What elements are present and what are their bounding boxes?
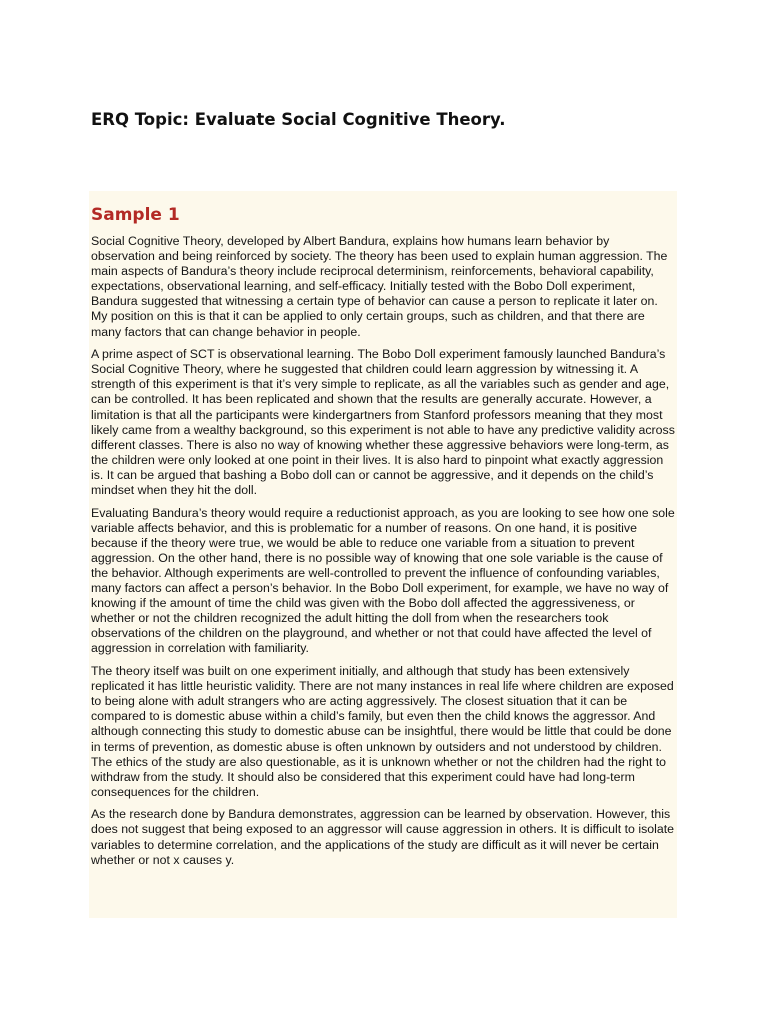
sample-box <box>89 191 677 918</box>
paragraph-observational-learning: A prime aspect of SCT is observational learning. The Bobo Doll experiment famously launched Bandura’s Social Cognitive Theory, where he suggested that children could learn aggression by witnessing it. A strength of this experiment is that it’s very simple to replicate, as all the variables such as gender and age, can be controlled. It has been replicated and shown that the results are generally accurate. However, a limitation is that all the participants were kindergartners from Stanford professors meaning that they most likely came from a wealthy background, so this experiment is not able to have any predictive validity across different classes. There is also no way of knowing whether these aggressive behaviors were long-term, as the children were only looked at one point in their lives. It is also hard to pinpoint what exactly aggression is. It can be argued that bashing a Bobo doll can or cannot be aggressive, and it depends on the child’s mindset when they hit the doll. <box>91 347 675 497</box>
paragraph-validity-ethics: The theory itself was built on one experiment initially, and although that study has been extensively replicated it has little heuristic validity. There are not many instances in real life where children are exposed to being alone with adult strangers who are acting aggressively. The closest situation that it can be compared to is domestic abuse within a child’s family, but even then the child knows the aggressor. And although connecting this study to domestic abuse can be insightful, there would be little that could be done in terms of prevention, as domestic abuse is often unknown by outsiders and not understood by children. The ethics of the study are also questionable, as it is unknown whether or not the children had the right to withdraw from the study. It should also be considered that this experiment could have had long-term consequences for the children. <box>91 664 674 799</box>
paragraph-reductionism: Evaluating Bandura’s theory would require a reductionist approach, as you are looking to see how one sole variable affects behavior, and this is problematic for a number of reasons. On one hand, it is positive because if the theory were true, we would be able to reduce one variable from a situation to prevent aggression. On the other hand, there is no possible way of knowing that one sole variable is the cause of the behavior. Although experiments are well-controlled to prevent the influence of confounding variables, many factors can affect a person’s behavior. In the Bobo Doll experiment, for example, we have no way of knowing if the amount of time the child was given with the Bobo doll affected the aggressiveness, or whether or not the children recognized the adult hitting the doll from when the researchers took observations of the children on the playground, and whether or not that could have affected the level of aggression in correlation with familiarity. <box>91 505 675 656</box>
paragraph-conclusion: As the research done by Bandura demonstrates, aggression can be learned by observation. However, this does not suggest that being exposed to an aggressor will cause aggression in others. It is difficult to isolate variables to determine correlation, and the applications of the study are difficult as it will never be certain whether or not x causes y. <box>91 807 675 867</box>
paragraph-introduction: Social Cognitive Theory, developed by Albert Bandura, explains how humans learn behavior by observation and being reinforced by society. The theory has been used to explain human aggression. The main aspects of Bandura’s theory include reciprocal determinism, reinforcements, behavioral capability, expectations, observational learning, and self-efficacy. Initially tested with the Bobo Doll experiment, Bandura suggested that witnessing a certain type of behavior can cause a person to replicate it later on. My position on this is that it can be applied to only certain groups, such as children, and that there are many factors that can change behavior in people. <box>91 234 668 339</box>
sample-heading: Sample 1 <box>91 205 180 225</box>
document-title: ERQ Topic: Evaluate Social Cognitive Theory. <box>91 110 506 129</box>
